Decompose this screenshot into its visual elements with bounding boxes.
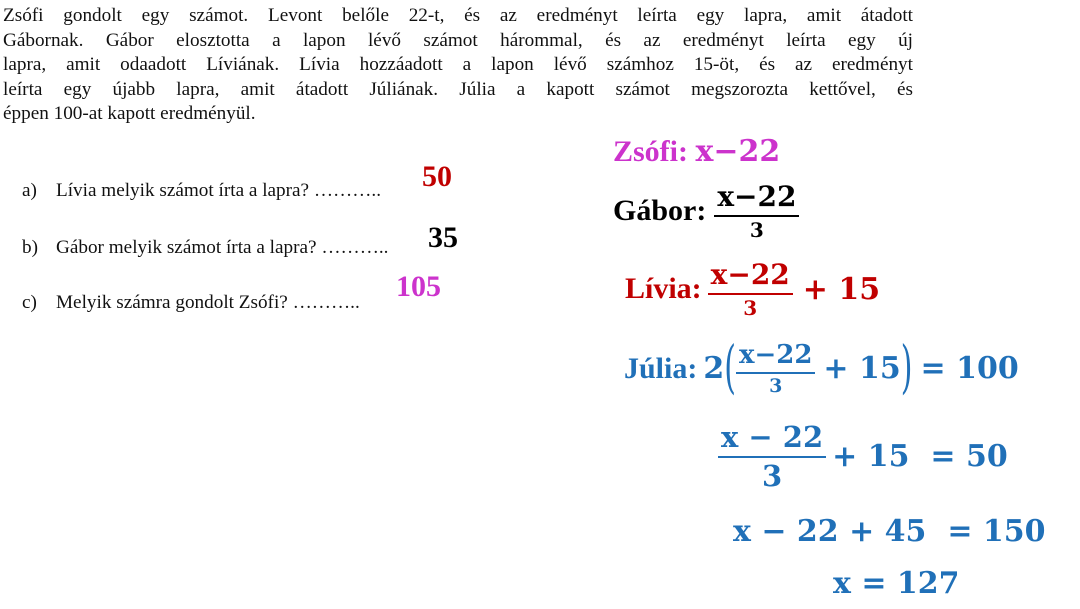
answer-c: 105 xyxy=(396,270,441,303)
question-c xyxy=(22,292,360,314)
question-a xyxy=(22,180,381,202)
problem-line: leírta egy újabb lapra, amit átadott Júliának. Júlia a kapott számot megszorozta kettővel, és xyxy=(3,78,913,100)
fraction-denominator: 3 xyxy=(749,218,764,242)
question-letter: a) xyxy=(22,180,37,201)
livia-tail: + 15 xyxy=(802,271,881,307)
julia-coefficient: 2 xyxy=(703,351,725,386)
question-text: Melyik számra gondolt Zsófi? ……….. xyxy=(56,292,360,313)
question-letter: b) xyxy=(22,237,38,258)
solution-step2: x − 22 + 45 = 150 xyxy=(733,514,1046,549)
answer-b: 35 xyxy=(428,221,458,254)
livia-label: Lívia: xyxy=(625,272,702,305)
question-letter: c) xyxy=(22,292,37,313)
zsofi-label: Zsófi: xyxy=(613,135,688,168)
fraction-denominator: 3 xyxy=(761,459,783,493)
zsofi-expression: x−22 xyxy=(695,134,781,169)
fraction-numerator: x−22 xyxy=(736,340,815,374)
fraction-denominator: 3 xyxy=(743,296,758,320)
problem-line: Zsófi gondolt egy számot. Levont belőle 22-t, és az eredményt leírta egy lapra, amit átadott xyxy=(3,5,913,26)
julia-inner-tail: + 15 xyxy=(823,351,901,386)
livia-fraction xyxy=(708,258,793,320)
solution-julia xyxy=(624,335,1019,402)
solution-gabor xyxy=(613,180,799,242)
problem-line: Gábornak. Gábor elosztotta a lapon lévő számot hárommal, és az eredményt leírta egy új xyxy=(3,29,913,51)
fraction-numerator: x−22 xyxy=(708,258,793,295)
gabor-label: Gábor: xyxy=(613,194,707,227)
julia-fraction xyxy=(736,340,815,397)
fraction-denominator: 3 xyxy=(769,375,783,397)
step1-tail: + 15 = 50 xyxy=(832,439,1008,474)
solution-zsofi xyxy=(613,134,780,169)
close-paren: ) xyxy=(900,335,913,402)
open-paren: ( xyxy=(724,335,736,402)
answer-a: 50 xyxy=(422,160,452,193)
problem-line: éppen 100-at kapott eredményül. xyxy=(3,103,256,124)
question-text: Gábor melyik számot írta a lapra? ……….. xyxy=(56,237,389,258)
question-b xyxy=(22,237,388,259)
problem-line: lapra, amit odaadott Líviának. Lívia hozzáadott a lapon lévő számhoz 15-öt, és az eredményt xyxy=(3,54,913,75)
question-text: Lívia melyik számot írta a lapra? ……….. xyxy=(56,180,382,201)
fraction-numerator: x − 22 xyxy=(718,420,826,458)
solution-step1 xyxy=(718,420,1008,493)
julia-label: Júlia: xyxy=(624,351,698,385)
solution-step3: x = 127 xyxy=(833,566,960,601)
gabor-fraction xyxy=(714,180,799,242)
solution-livia xyxy=(625,258,880,320)
julia-rhs: = 100 xyxy=(920,351,1019,386)
fraction-numerator: x−22 xyxy=(714,180,799,217)
problem-statement xyxy=(3,4,913,127)
step1-fraction xyxy=(718,420,826,493)
